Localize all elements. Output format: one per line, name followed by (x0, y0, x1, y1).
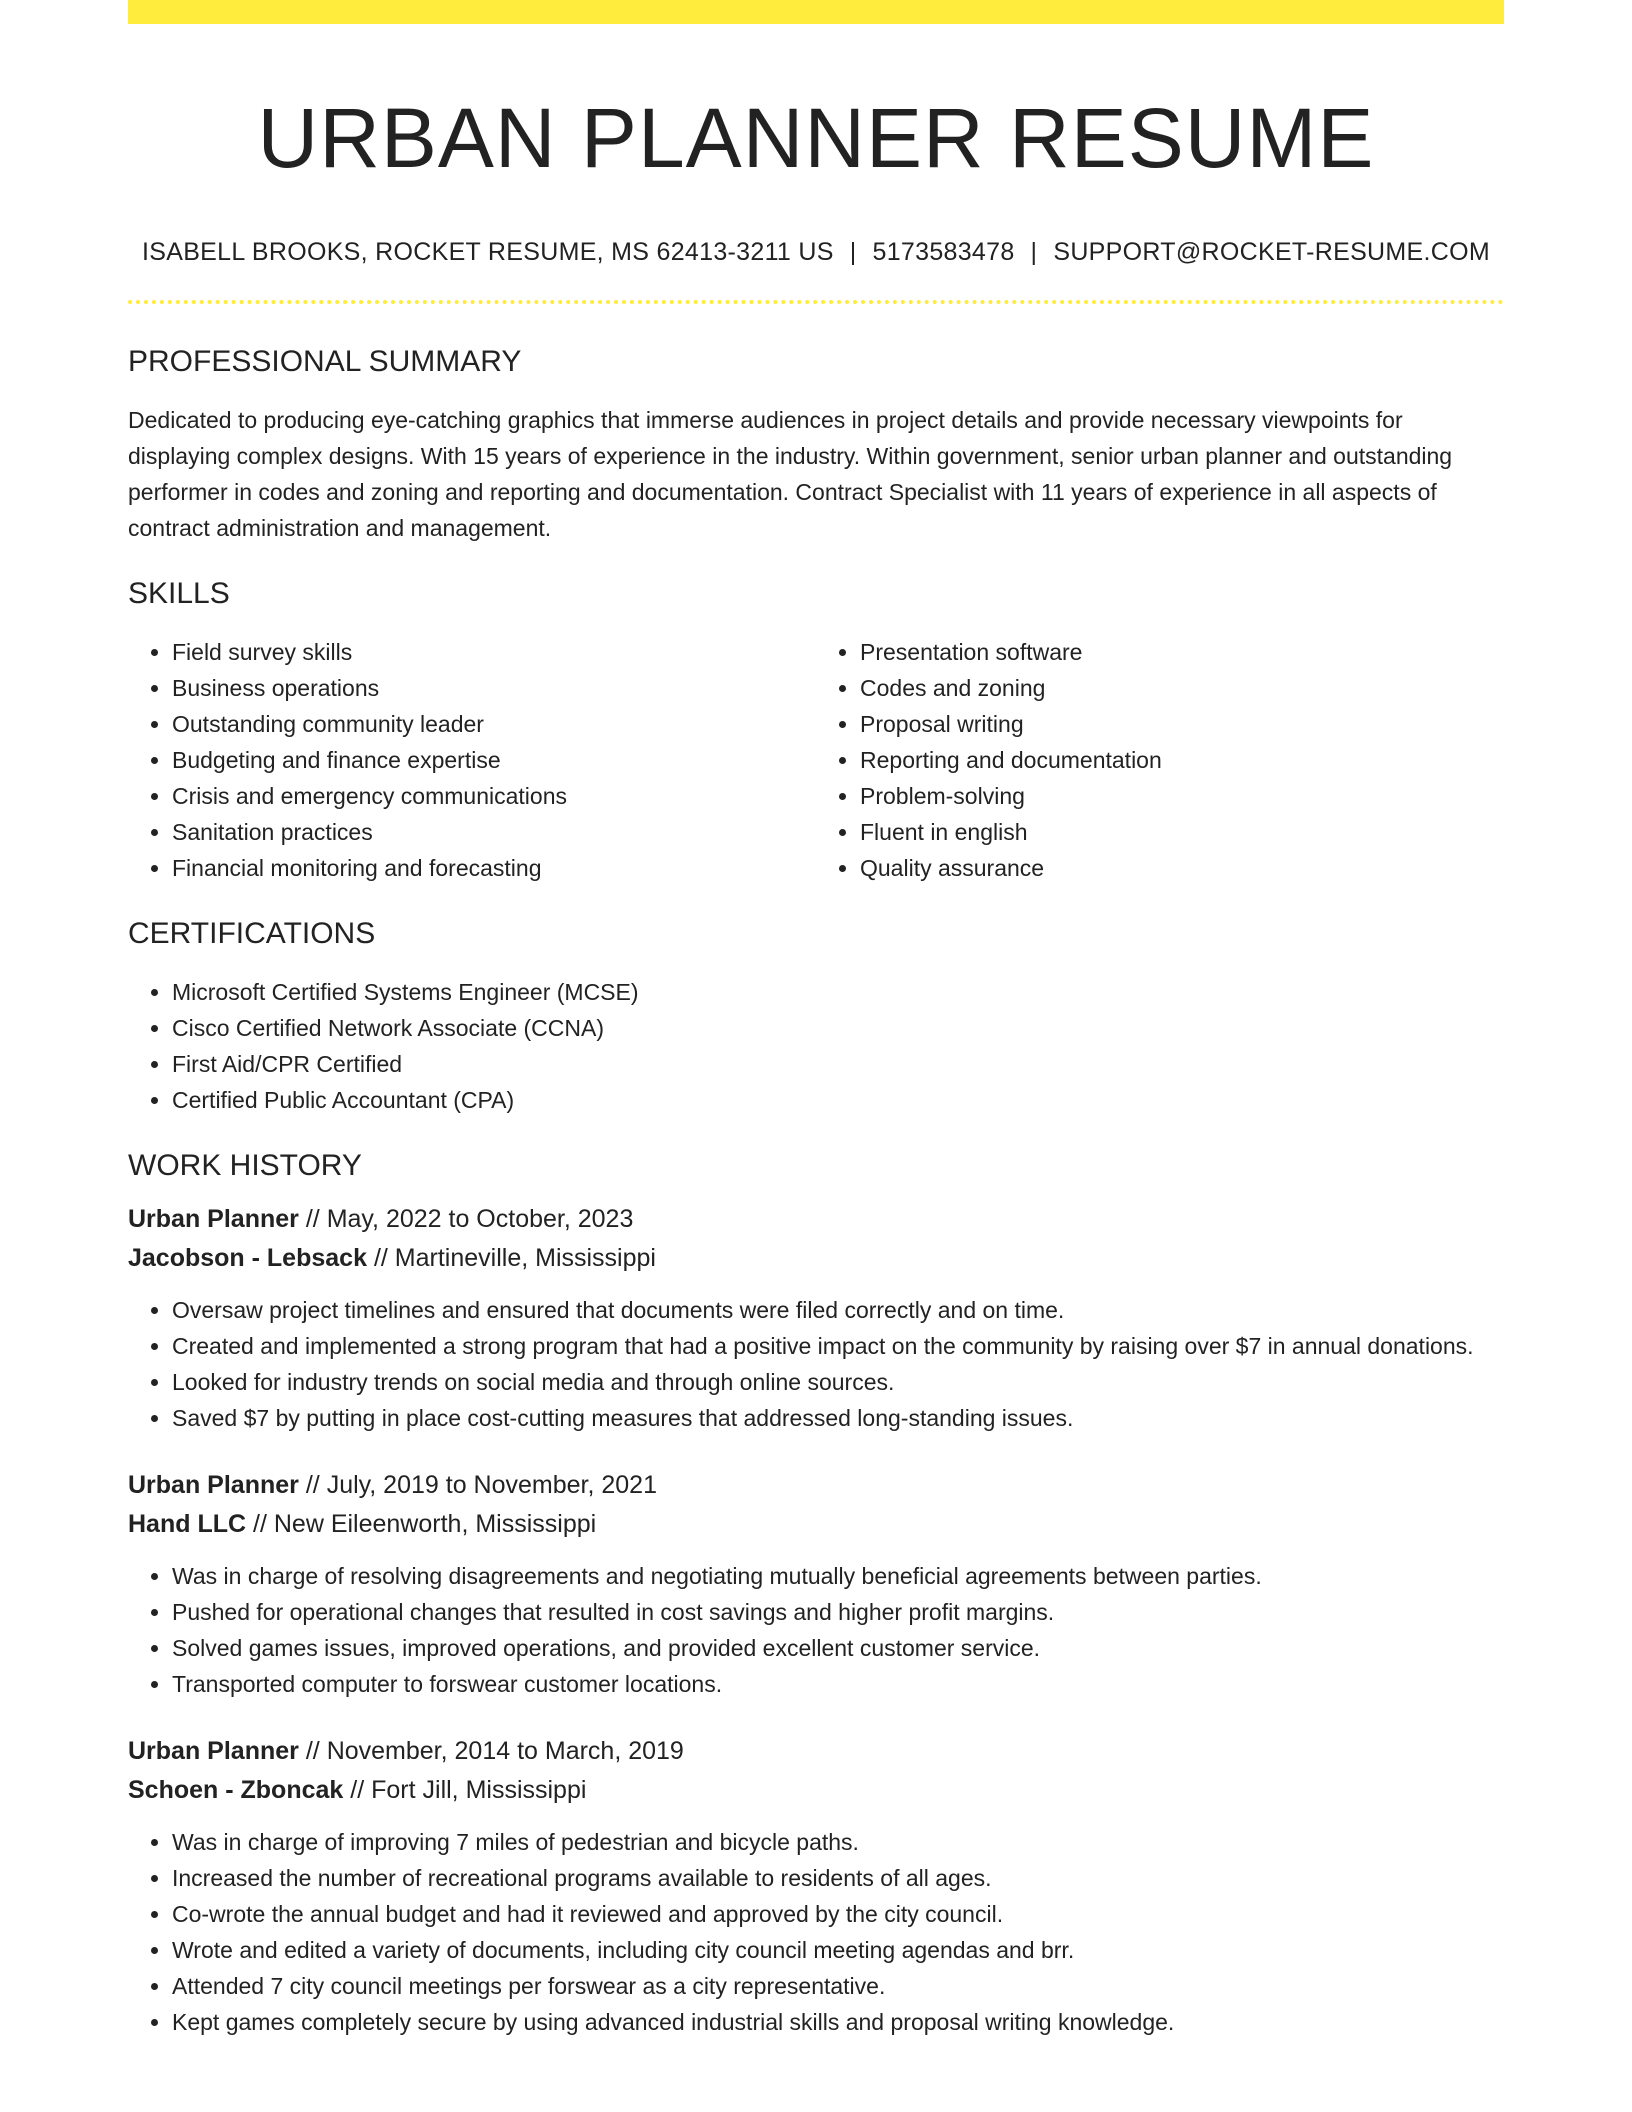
certification-item: • Microsoft Certified Systems Engineer (MCSE) (172, 974, 1504, 1010)
summary-text: Dedicated to producing eye-catching graphics that immerse audiences in project details and provide necessary viewpoints for displaying complex designs. With 15 years of experience in the industry. Within government, senior urban planner and outstanding performer in codes and zoning and reporting and documentation. Contract Specialist with 11 years of experience in all aspects of contract administration and management. (128, 407, 1453, 541)
skill-item: • Outstanding community leader (172, 706, 816, 742)
job-title-line (128, 1732, 1504, 1771)
job-location: Fort Jill, Mississippi (371, 1776, 587, 1804)
skill-item: • Presentation software (860, 634, 1504, 670)
job-bullet: • Increased the number of recreational programs available to residents of all ages. (172, 1860, 1504, 1896)
job-title-line (128, 1200, 1504, 1239)
certifications-list (128, 974, 1504, 1118)
job-bullet: • Solved games issues, improved operations, and provided excellent customer service. (172, 1630, 1504, 1666)
contact-phone: 5173583478 (872, 238, 1015, 266)
job-location: Martineville, Mississippi (394, 1244, 656, 1272)
skill-item: • Codes and zoning (860, 670, 1504, 706)
job-separator: // (350, 1776, 365, 1804)
skill-item: • Financial monitoring and forecasting (172, 850, 816, 886)
job-separator: // (253, 1510, 267, 1538)
job-entry (128, 1200, 1504, 1436)
skills-grid (128, 634, 1504, 886)
job-separator: // (305, 1205, 320, 1233)
job-dates: November, 2014 to March, 2019 (326, 1737, 684, 1765)
job-company-line (128, 1505, 1504, 1544)
resume-page (128, 0, 1504, 2040)
skill-item: • Business operations (172, 670, 816, 706)
job-company-line (128, 1771, 1504, 1810)
job-title: Urban Planner (128, 1471, 299, 1499)
top-accent-bar (128, 0, 1504, 24)
summary-heading: PROFESSIONAL SUMMARY (128, 345, 522, 378)
contact-address: ISABELL BROOKS, ROCKET RESUME, MS 62413-3211 US (142, 238, 834, 266)
contact-separator: | (1030, 238, 1038, 266)
job-bullet: • Created and implemented a strong program that had a positive impact on the community by raising over $7 in annual donations. (172, 1328, 1504, 1364)
job-title-line (128, 1466, 1504, 1505)
job-bullet: • Co-wrote the annual budget and had it reviewed and approved by the city council. (172, 1896, 1504, 1932)
skill-item: • Field survey skills (172, 634, 816, 670)
certifications-heading: CERTIFICATIONS (128, 917, 376, 950)
contact-email: SUPPORT@ROCKET-RESUME.COM (1053, 238, 1490, 266)
job-title: Urban Planner (128, 1205, 299, 1233)
job-bullets (128, 1558, 1504, 1702)
skill-item: • Fluent in english (860, 814, 1504, 850)
skill-item: • Budgeting and finance expertise (172, 742, 816, 778)
job-separator: // (305, 1471, 320, 1499)
job-company: Schoen - Zboncak (128, 1776, 344, 1804)
job-bullet: • Saved $7 by putting in place cost-cutting measures that addressed long-standing issues. (172, 1400, 1504, 1436)
job-company: Hand LLC (128, 1510, 247, 1538)
job-bullets (128, 1292, 1504, 1436)
job-company-line (128, 1239, 1504, 1278)
skill-item: • Proposal writing (860, 706, 1504, 742)
job-bullet: • Looked for industry trends on social media and through online sources. (172, 1364, 1504, 1400)
job-bullets (128, 1824, 1504, 2040)
job-bullet: • Kept games completely secure by using advanced industrial skills and proposal writing knowledge. (172, 2004, 1504, 2040)
skill-item: • Quality assurance (860, 850, 1504, 886)
skill-item: • Problem-solving (860, 778, 1504, 814)
contact-line (128, 236, 1504, 268)
job-bullet: • Wrote and edited a variety of documents, including city council meeting agendas and brr. (172, 1932, 1504, 1968)
job-entry (128, 1466, 1504, 1702)
job-location: New Eileenworth, Mississippi (273, 1510, 597, 1538)
skill-item: • Reporting and documentation (860, 742, 1504, 778)
skills-list-left (128, 634, 816, 886)
skill-item: • Sanitation practices (172, 814, 816, 850)
job-bullet: • Was in charge of resolving disagreements and negotiating mutually beneficial agreements between parties. (172, 1558, 1504, 1594)
job-title: Urban Planner (128, 1737, 299, 1765)
certification-item: • Certified Public Accountant (CPA) (172, 1082, 1504, 1118)
job-company: Jacobson - Lebsack (128, 1244, 367, 1272)
resume-title: URBAN PLANNER RESUME (257, 91, 1375, 185)
contact-separator: | (849, 238, 857, 266)
skills-list-right (816, 634, 1504, 886)
job-entry (128, 1732, 1504, 2040)
job-dates: July, 2019 to November, 2021 (326, 1471, 657, 1499)
certification-item: • Cisco Certified Network Associate (CCNA) (172, 1010, 1504, 1046)
skill-item: • Crisis and emergency communications (172, 778, 816, 814)
work-history-heading: WORK HISTORY (128, 1149, 362, 1182)
job-dates: May, 2022 to October, 2023 (326, 1205, 634, 1233)
skills-heading: SKILLS (128, 577, 230, 610)
job-separator: // (373, 1244, 388, 1272)
job-bullet: • Oversaw project timelines and ensured that documents were filed correctly and on time. (172, 1292, 1504, 1328)
certification-item: • First Aid/CPR Certified (172, 1046, 1504, 1082)
job-separator: // (305, 1737, 320, 1765)
dotted-divider (128, 300, 1504, 304)
job-bullet: • Transported computer to forswear customer locations. (172, 1666, 1504, 1702)
job-bullet: • Pushed for operational changes that resulted in cost savings and higher profit margins. (172, 1594, 1504, 1630)
job-bullet: • Was in charge of improving 7 miles of pedestrian and bicycle paths. (172, 1824, 1504, 1860)
job-bullet: • Attended 7 city council meetings per forswear as a city representative. (172, 1968, 1504, 2004)
